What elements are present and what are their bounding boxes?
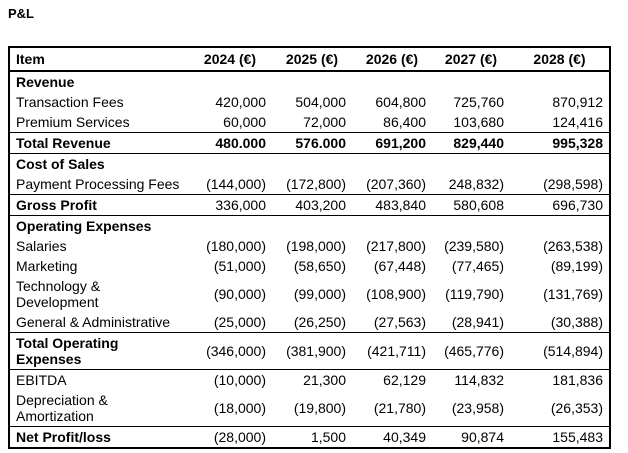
cell-value: (144,000): [188, 174, 272, 195]
cell-value: 725,760: [453, 94, 504, 110]
cell-value: 403,200: [272, 195, 352, 216]
cell-value: 248,832): [432, 174, 510, 195]
page-title: P&L: [8, 6, 34, 21]
cell-value: (51,000): [213, 258, 266, 274]
cell-value: [272, 216, 352, 237]
row-label: Gross Profit: [9, 195, 188, 216]
column-header-item: Item: [9, 47, 188, 71]
cell-value: (10,000): [213, 372, 266, 388]
cell-value: 691,200: [352, 133, 432, 154]
row-label: Premium Services: [9, 112, 188, 133]
cell-value: 155,483: [552, 429, 603, 445]
row-label: Cost of Sales: [16, 156, 105, 172]
cell-value: (27,563): [352, 312, 432, 333]
table-row: [9, 370, 610, 391]
cell-value: (30,388): [510, 312, 610, 333]
cell-value: 103,680: [432, 112, 510, 133]
row-label: Technology & Development: [16, 278, 101, 310]
cell-value: (25,000): [188, 312, 272, 333]
table-body: [9, 71, 610, 448]
cell-value: (18,000): [188, 390, 272, 427]
cell-value: (23,958): [432, 390, 510, 427]
cell-value: 336,000: [188, 195, 272, 216]
cell-value: (198,000): [286, 238, 346, 254]
cell-value: 696,730: [510, 195, 610, 216]
row-label: Salaries: [16, 238, 67, 254]
row-label: Total Revenue: [9, 133, 188, 154]
row-label: General & Administrative: [9, 312, 188, 333]
row-label: Operating Expenses: [16, 218, 152, 234]
table-row: [9, 195, 610, 216]
cell-value: [352, 71, 432, 92]
table-row: [9, 174, 610, 195]
table-row: [9, 312, 610, 333]
cell-value: (172,800): [272, 174, 352, 195]
row-label: Net Profit/loss: [16, 429, 111, 445]
cell-value: (346,000): [188, 333, 272, 370]
cell-value: [188, 71, 272, 92]
row-label: Total Operating Expenses: [9, 333, 188, 370]
cell-value: 72,000: [272, 112, 352, 133]
cell-value: (28,000): [213, 429, 266, 445]
cell-value: [352, 216, 432, 237]
cell-value: (89,199): [550, 258, 603, 274]
cell-value: (465,776): [432, 333, 510, 370]
cell-value: 995,328: [510, 133, 610, 154]
column-header-year: 2025 (€): [272, 47, 352, 71]
cell-value: 480.000: [188, 133, 272, 154]
cell-value: (19,800): [272, 390, 352, 427]
column-header-year: 2026 (€): [352, 47, 432, 71]
table-row: [9, 216, 610, 237]
table-row: [9, 276, 610, 312]
cell-value: (108,900): [366, 286, 426, 302]
cell-value: [510, 154, 610, 175]
cell-value: 124,416: [510, 112, 610, 133]
cell-value: 870,912: [552, 94, 603, 110]
cell-value: (28,941): [432, 312, 510, 333]
cell-value: (90,000): [213, 286, 266, 302]
table-row: [9, 236, 610, 256]
table-row: [9, 112, 610, 133]
cell-value: 829,440: [432, 133, 510, 154]
table-row: [9, 333, 610, 370]
cell-value: 60,000: [188, 112, 272, 133]
cell-value: (99,000): [293, 286, 346, 302]
cell-value: [188, 216, 272, 237]
cell-value: [188, 154, 272, 175]
table-row: [9, 71, 610, 92]
table-row: [9, 133, 610, 154]
pnl-table: [8, 46, 611, 449]
cell-value: (239,580): [444, 238, 504, 254]
table-row: [9, 92, 610, 112]
cell-value: 504,000: [295, 94, 346, 110]
table-row: [9, 154, 610, 175]
cell-value: [510, 71, 610, 92]
cell-value: (298,598): [510, 174, 610, 195]
cell-value: 40,349: [383, 429, 426, 445]
cell-value: [272, 71, 352, 92]
cell-value: (67,448): [373, 258, 426, 274]
cell-value: [432, 154, 510, 175]
column-header-year: 2024 (€): [188, 47, 272, 71]
table-row: [9, 427, 610, 449]
cell-value: [432, 216, 510, 237]
cell-value: (421,711): [352, 333, 432, 370]
cell-value: 181,836: [552, 372, 603, 388]
cell-value: 86,400: [352, 112, 432, 133]
cell-value: 62,129: [383, 372, 426, 388]
cell-value: (263,538): [543, 238, 603, 254]
cell-value: 90,874: [461, 429, 504, 445]
cell-value: (21,780): [352, 390, 432, 427]
table-row: [9, 390, 610, 427]
cell-value: [272, 154, 352, 175]
cell-value: [432, 71, 510, 92]
cell-value: (119,790): [445, 286, 504, 302]
cell-value: (514,894): [510, 333, 610, 370]
row-label: Marketing: [16, 258, 78, 274]
cell-value: (26,250): [272, 312, 352, 333]
cell-value: (58,650): [293, 258, 346, 274]
cell-value: 21,300: [303, 372, 346, 388]
row-label: Payment Processing Fees: [9, 174, 188, 195]
row-label: Transaction Fees: [16, 94, 124, 110]
table-header: [9, 47, 610, 71]
cell-value: 483,840: [352, 195, 432, 216]
cell-value: 114,832: [454, 372, 504, 388]
cell-value: (217,800): [366, 238, 426, 254]
row-label: Depreciation & Amortization: [9, 390, 188, 427]
cell-value: 420,000: [215, 94, 266, 110]
table-row: [9, 256, 610, 276]
cell-value: (131,769): [543, 286, 603, 302]
cell-value: 576.000: [272, 133, 352, 154]
cell-value: (77,465): [451, 258, 504, 274]
cell-value: (180,000): [206, 238, 266, 254]
cell-value: 1,500: [310, 429, 346, 445]
cell-value: (26,353): [510, 390, 610, 427]
row-label: Revenue: [16, 74, 75, 90]
cell-value: 604,800: [375, 94, 426, 110]
cell-value: (207,360): [352, 174, 432, 195]
column-header-year: 2028 (€): [510, 47, 610, 71]
cell-value: 580,608: [432, 195, 510, 216]
header-row: [9, 47, 610, 71]
column-header-year: 2027 (€): [432, 47, 510, 71]
row-label: EBITDA: [16, 372, 67, 388]
cell-value: [510, 216, 610, 237]
cell-value: [352, 154, 432, 175]
cell-value: (381,900): [272, 333, 352, 370]
